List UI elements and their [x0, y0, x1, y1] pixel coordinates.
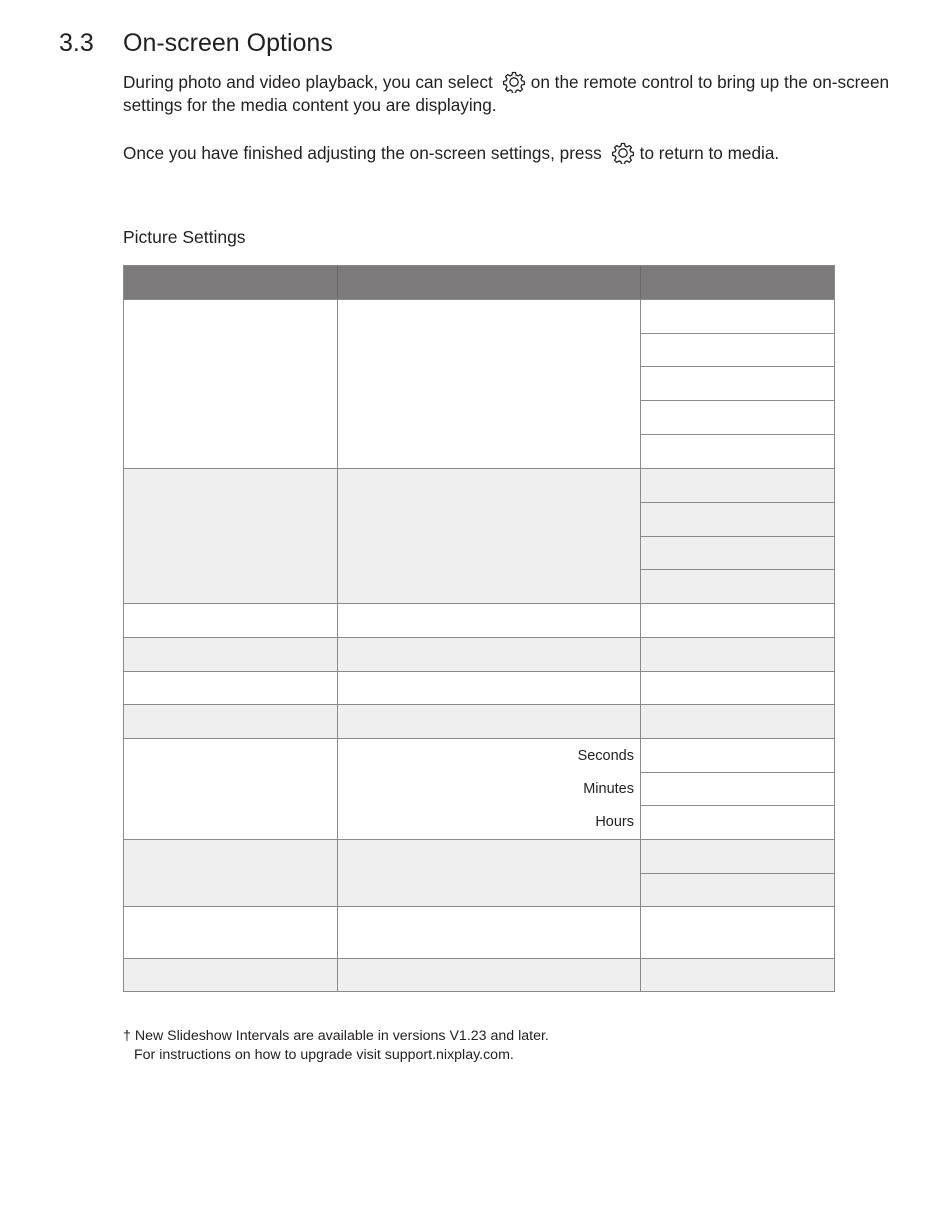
table-cell — [123, 839, 337, 906]
interval-unit-minutes: Minutes — [583, 781, 634, 797]
intro-p1-before: During photo and video playback, you can select — [123, 72, 493, 92]
table-cell — [640, 805, 835, 839]
table-cell — [640, 400, 835, 434]
table-cell — [640, 958, 835, 992]
table-cell — [640, 873, 835, 906]
table-header-cell — [123, 265, 337, 299]
table-cell — [640, 299, 835, 333]
table-cell — [640, 603, 835, 637]
intro-p2-before: Once you have finished adjusting the on-screen settings, press — [123, 143, 602, 163]
table-cell — [123, 671, 337, 704]
table-cell — [640, 366, 835, 400]
table-cell — [640, 502, 835, 536]
table-cell — [123, 299, 337, 468]
table-cell — [337, 671, 640, 704]
table-cell — [640, 772, 835, 805]
gear-icon — [612, 142, 634, 164]
section-number: 3.3 — [59, 29, 94, 57]
table-cell — [337, 468, 640, 603]
table-cell — [640, 333, 835, 366]
table-header-cell — [640, 265, 835, 299]
footnote-line-2: For instructions on how to upgrade visit support.nixplay.com. — [134, 1047, 514, 1063]
table-cell — [640, 839, 835, 873]
table-cell — [640, 569, 835, 603]
gear-icon — [503, 71, 525, 93]
interval-unit-hours: Hours — [595, 814, 634, 830]
table-cell — [337, 637, 640, 671]
footnote-line-1: † New Slideshow Intervals are available in versions V1.23 and later. — [123, 1028, 549, 1044]
intro-p2-after: to return to media. — [639, 143, 780, 163]
table-cell — [640, 637, 835, 671]
table-cell — [640, 906, 835, 958]
interval-unit-cell — [337, 738, 640, 839]
table-cell — [337, 299, 640, 468]
interval-unit-seconds: Seconds — [577, 748, 634, 764]
picture-settings-heading: Picture Settings — [123, 227, 246, 247]
table-cell — [337, 906, 640, 958]
table-cell — [123, 704, 337, 738]
table-header-cell — [337, 265, 640, 299]
table-cell — [337, 704, 640, 738]
table-cell — [337, 958, 640, 992]
table-cell — [123, 603, 337, 637]
table-cell — [640, 671, 835, 704]
table-cell — [640, 468, 835, 502]
table-cell — [123, 738, 337, 839]
intro-paragraph-1 — [123, 71, 893, 117]
footnote — [123, 1027, 549, 1065]
picture-settings-table — [123, 265, 835, 992]
table-cell — [640, 434, 835, 468]
table-cell — [337, 839, 640, 906]
table-cell — [640, 536, 835, 569]
table-cell — [337, 603, 640, 637]
table-cell — [123, 906, 337, 958]
table-cell — [640, 704, 835, 738]
table-cell — [123, 468, 337, 603]
table-cell — [123, 637, 337, 671]
table-cell — [640, 738, 835, 772]
intro-p1-after: on the remote control to bring up the on-screen settings for the media content you are displaying. — [123, 72, 890, 115]
table-cell — [123, 958, 337, 992]
intro-paragraph-2 — [123, 142, 893, 165]
section-title: On-screen Options — [123, 29, 333, 57]
